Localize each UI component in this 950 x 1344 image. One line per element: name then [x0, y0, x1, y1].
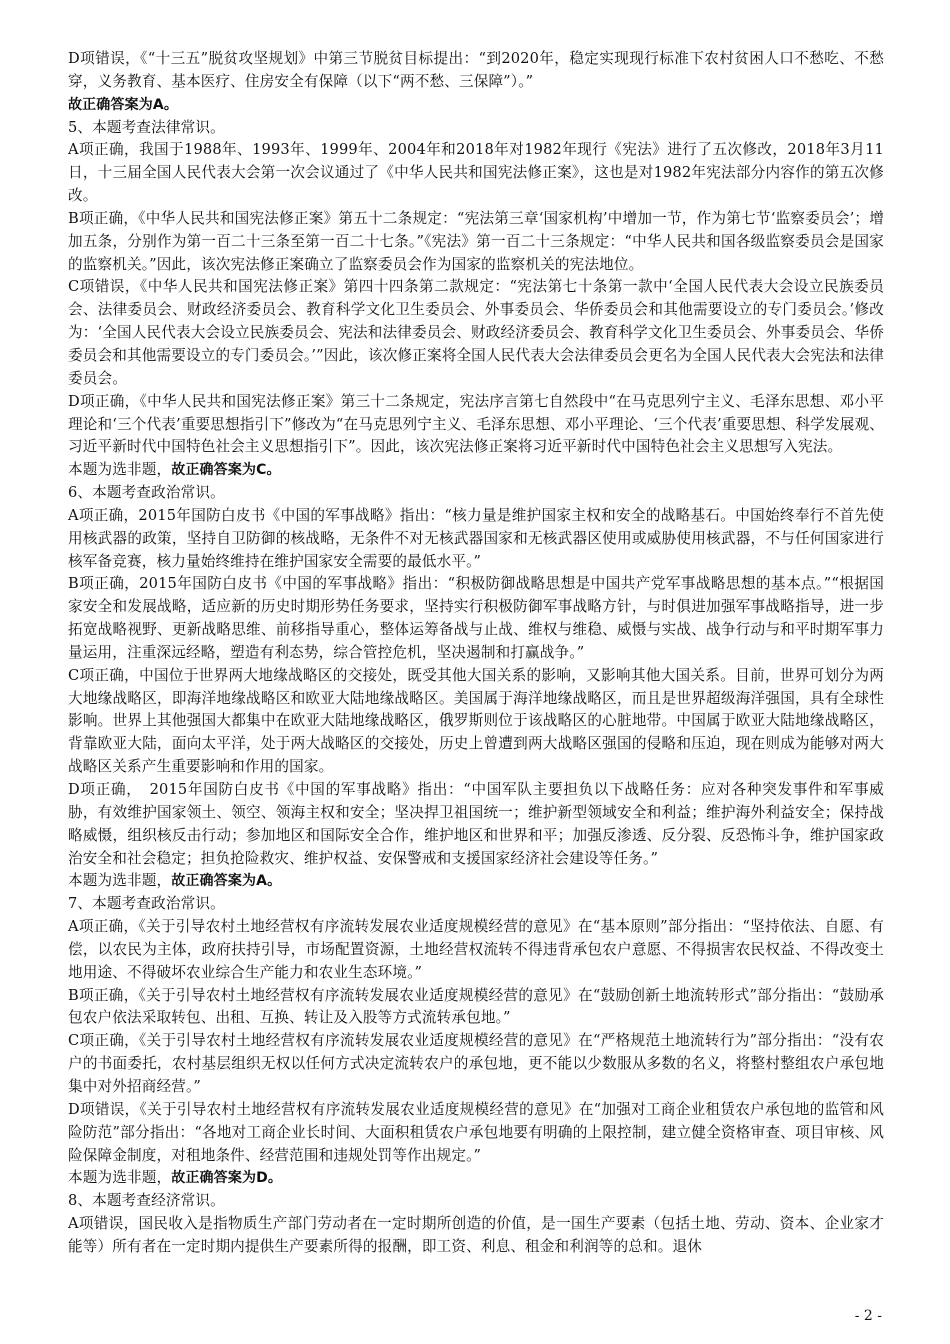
answer-line: 故正确答案为D。: [171, 1170, 283, 1187]
paragraph-text: A项正确，《关于引导农村土地经营权有序流转发展农业适度规模经营的意见》在“基本原则”部分指出：“坚持依法、自愿、有偿，以农民为主体，政府扶持引导，市场配置资源，土地经营权流转不得违背承包农户意愿、不得损害农民权益、不得改变土地用途、不得破坏农业综合生产能力和农业生态环境。”: [68, 918, 884, 981]
paragraph: [68, 276, 884, 390]
paragraph-text: D项正确，《中华人民共和国宪法修正案》第三十二条规定，宪法序言第七自然段中“在马克思列宁主义、毛泽东思想、邓小平理论和‘三个代表’重要思想指引下”修改为“在马克思列宁主义、毛泽东思想、邓小平理论、‘三个代表’重要思想、科学发展观、习近平新时代中国特色社会主义思想指引下”。因此，该次宪法修正案将习近平新时代中国特色社会主义思想写入宪法。: [68, 392, 884, 456]
answer-line: 故正确答案为A。: [171, 873, 282, 890]
paragraph-text: D项错误，《关于引导农村土地经营权有序流转发展农业适度规模经营的意见》在“加强对工商企业租赁农户承包地的监管和风险防范”部分指出：“各地对工商企业长时间、大面积租赁农户承包地要有明确的上限控制，建立健全资格审查、项目审核、风险保障金制度，对租地条件、经营范围和违规处罚等作出规定。”: [68, 1100, 884, 1164]
paragraph: [68, 139, 884, 208]
paragraph-text: C项正确，《关于引导农村土地经营权有序流转发展农业适度规模经营的意见》在“严格规范土地流转行为”部分指出：“没有农户的书面委托，农村基层组织无权以任何方式决定流转农户的承包地，更不能以少数服从多数的名义，将整村整组农户承包地集中对外招商经营。”: [68, 1032, 884, 1095]
paragraph: [68, 1167, 884, 1190]
paragraph: [68, 893, 884, 916]
paragraph-text: B项正确，《关于引导农村土地经营权有序流转发展农业适度规模经营的意见》在“鼓励创新土地流转形式”部分指出：“鼓励承包农户依法采取转包、出租、互换、转让及入股等方式流转承包地。”: [68, 986, 884, 1027]
paragraph-text: A项正确，2015年国防白皮书《中国的军事战略》指出：“核力量是维护国家主权和安全的战略基石。中国始终奉行不首先使用核武器的政策，坚持自卫防御的核战略，无条件不对无核武器国家和无核武器区使用或威胁使用核武器，不与任何国家进行核军备竞赛，核力量始终维持在维护国家安全需要的最低水平。”: [68, 506, 884, 570]
answer-line: 故正确答案为A。: [68, 96, 179, 113]
document-body: [68, 48, 884, 1259]
paragraph-text: A项错误，国民收入是指物质生产部门劳动者在一定时期所创造的价值，是一国生产要素（包括土地、劳动、资本、企业家才能等）所有者在一定时期内提供生产要素所得的报酬，即工资、利息、租金和利润等的总和。退休: [68, 1215, 884, 1255]
paragraph-text: 本题为选非题，: [68, 1169, 172, 1187]
paragraph: [68, 665, 884, 779]
paragraph: [68, 1030, 884, 1099]
paragraph-text: 本题为选非题，: [68, 461, 172, 479]
paragraph: [68, 391, 884, 460]
paragraph-text: C项正确，中国位于世界两大地缘战略区的交接处，既受其他大国关系的影响，又影响其他大国关系。目前，世界可划分为两大地缘战略区，即海洋地缘战略区和欧亚大陆地缘战略区。美国属于海洋地缘战略区，而且是世界超级海洋强国，具有全球性影响。世界上其他强国大都集中在欧亚大陆地缘战略区，俄罗斯则位于该战略区的心脏地带。中国属于欧亚大陆地缘战略区，背靠欧亚大陆，面向太平洋，处于两大战略区的交接处，历史上曾遭到两大战略区强国的侵略和压迫，现在则成为能够对两大战略区关系产生重要影响和作用的国家。: [68, 666, 884, 776]
paragraph: [68, 1190, 884, 1213]
paragraph-text: 6、本题考查政治常识。: [68, 484, 225, 502]
paragraph: [68, 870, 884, 893]
paragraph-text: D项正确， 2015年国防白皮书《中国的军事战略》指出：“中国军队主要担负以下战略任务：应对各种突发事件和军事威胁，有效维护国家领土、领空、领海主权和安全；坚决捍卫祖国统一；维护新型领域安全和利益；维护海外利益安全；保持战略威慑，组织核反击行动；参加地区和国际安全合作，维护地区和世界和平；加强反渗透、反分裂、反恐怖斗争，维护国家政治安全和社会稳定；担负抢险救灾、维护权益、安保警戒和支援国家经济社会建设等任务。”: [68, 781, 884, 867]
paragraph: [68, 482, 884, 505]
paragraph: [68, 208, 884, 277]
paragraph: [68, 779, 884, 870]
paragraph: [68, 117, 884, 140]
paragraph: [68, 573, 884, 664]
paragraph-text: 7、本题考查政治常识。: [68, 895, 225, 913]
paragraph-text: 5、本题考查法律常识。: [68, 118, 225, 136]
paragraph: [68, 1213, 884, 1259]
paragraph: [68, 48, 884, 94]
paragraph: [68, 916, 884, 985]
answer-line: 故正确答案为C。: [171, 462, 281, 479]
paragraph-text: A项正确，我国于1988年、1993年、1999年、2004年和2018年对1982年现行《宪法》进行了五次修改，2018年3月11日，十三届全国人民代表大会第一次会议通过了《中华人民共和国宪法修正案》，这也是对1982年宪法部分内容作的第五次修改。: [68, 141, 884, 205]
paragraph: [68, 94, 884, 117]
paragraph: [68, 985, 884, 1031]
paragraph: [68, 459, 884, 482]
page-number: - 2 -: [854, 1308, 882, 1324]
paragraph-text: B项正确，《中华人民共和国宪法修正案》第五十二条规定：“宪法第三章‘国家机构’中增加一节，作为第七节‘监察委员会’；增加五条，分别作为第一百二十三条至第一百二十七条。”《宪法》第一百二十三条规定：“中华人民共和国各级监察委员会是国家的监察机关。”因此，该次宪法修正案确立了监察委员会作为国家的监察机关的宪法地位。: [68, 209, 884, 273]
paragraph-text: 本题为选非题，: [68, 872, 172, 890]
paragraph-text: D项错误，《“十三五”脱贫攻坚规划》中第三节脱贫目标提出：“到2020年，稳定实现现行标准下农村贫困人口不愁吃、不愁穿，义务教育、基本医疗、住房安全有保障（以下“两不愁、三保障”）。”: [68, 50, 884, 90]
paragraph-text: C项错误，《中华人民共和国宪法修正案》第四十四条第二款规定：“宪法第七十条第一款中‘全国人民代表大会设立民族委员会、法律委员会、财政经济委员会、教育科学文化卫生委员会、外事委员会、华侨委员会和其他需要设立的专门委员会。’修改为：‘全国人民代表大会设立民族委员会、宪法和法律委员会、财政经济委员会、教育科学文化卫生委员会、外事委员会、华侨委员会和其他需要设立的专门委员会。’”因此，该次修正案将全国人民代表大会法律委员会更名为全国人民代表大会宪法和法律委员会。: [68, 278, 885, 387]
paragraph: [68, 1099, 884, 1168]
paragraph-text: B项正确，2015年国防白皮书《中国的军事战略》指出：“积极防御战略思想是中国共产党军事战略思想的基本点。”“根据国家安全和发展战略，适应新的历史时期形势任务要求，坚持实行积极防御军事战略方针，与时俱进加强军事战略指导，进一步拓宽战略视野、更新战略思维、前移指导重心，整体运筹备战与止战、维权与维稳、威慑与实战、战争行动与和平时期军事力量运用，注重深远经略，塑造有利态势，综合管控危机，坚决遏制和打赢战争。”: [68, 575, 884, 661]
paragraph-text: 8、本题考查经济常识。: [68, 1192, 225, 1210]
paragraph: [68, 505, 884, 574]
